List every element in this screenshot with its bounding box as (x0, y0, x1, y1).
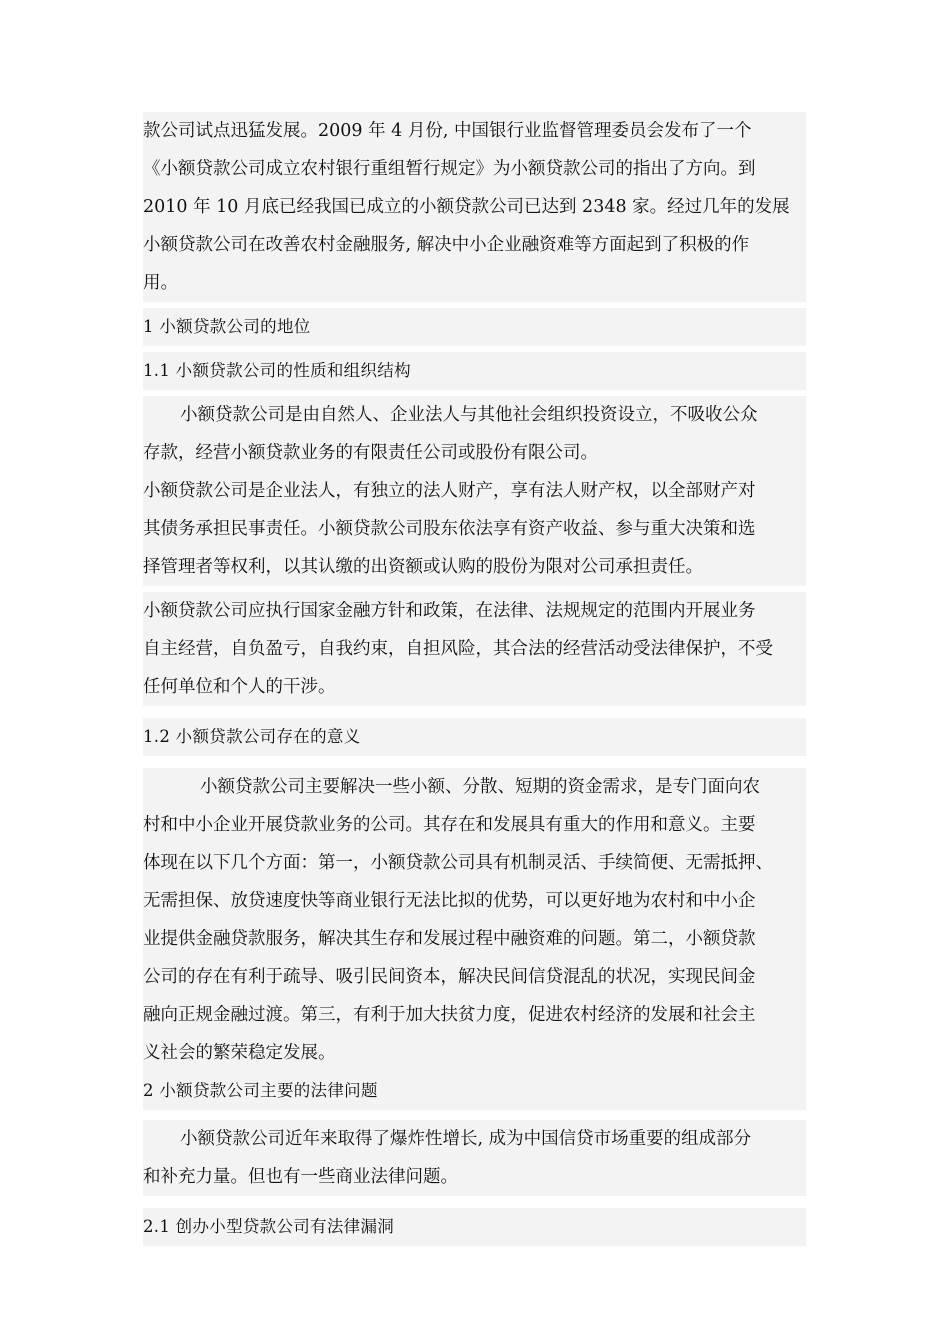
text-line: 小额贷款公司是企业法人，有独立的法人财产，享有法人财产权，以全部财产对 (143, 472, 806, 510)
section-heading-2-1: 2.1 创办小型贷款公司有法律漏洞 (143, 1208, 806, 1246)
text-line: 融向正规金融过渡。第三，有利于加大扶贫力度，促进农村经济的发展和社会主 (143, 996, 806, 1034)
section-heading-1-1: 1.1 小额贷款公司的性质和组织结构 (143, 352, 806, 390)
text-line: 小额贷款公司近年来取得了爆炸性增长, 成为中国信贷市场重要的组成部分 (143, 1120, 806, 1158)
section-heading-1-2: 1.2 小额贷款公司存在的意义 (143, 718, 806, 756)
text-line: 2010 年 10 月底已经我国已成立的小额贷款公司已达到 2348 家。经过几年的发展 (143, 188, 806, 226)
text-line: 《小额贷款公司成立农村银行重组暂行规定》为小额贷款公司的指出了方向。到 (143, 150, 806, 188)
paragraph-policy (143, 592, 806, 706)
text-line: 小额贷款公司是由自然人、企业法人与其他社会组织投资设立，不吸收公众 (143, 396, 806, 434)
text-line: 体现在以下几个方面：第一，小额贷款公司具有机制灵活、手续简便、无需抵押、 (143, 844, 806, 882)
document-body (143, 112, 806, 1246)
section-heading-2: 2 小额贷款公司主要的法律问题 (143, 1072, 806, 1110)
text-line: 小额贷款公司在改善农村金融服务, 解决中小企业融资难等方面起到了积极的作 (143, 226, 806, 264)
text-line: 村和中小企业开展贷款业务的公司。其存在和发展具有重大的作用和意义。主要 (143, 806, 806, 844)
text-line: 其债务承担民事责任。小额贷款公司股东依法享有资产收益、参与重大决策和选 (143, 510, 806, 548)
text-line: 义社会的繁荣稳定发展。 (143, 1034, 806, 1072)
text-line: 择管理者等权利，以其认缴的出资额或认购的股份为限对公司承担责任。 (143, 548, 806, 586)
text-line: 业提供金融贷款服务，解决其生存和发展过程中融资难的问题。第二，小额贷款 (143, 920, 806, 958)
paragraph-definition (143, 396, 806, 472)
text-line: 无需担保、放贷速度快等商业银行无法比拟的优势，可以更好地为农村和中小企 (143, 882, 806, 920)
text-line: 自主经营，自负盈亏，自我约束，自担风险，其合法的经营活动受法律保护，不受 (143, 630, 806, 668)
text-line: 存款，经营小额贷款业务的有限责任公司或股份有限公司。 (143, 434, 806, 472)
text-line: 公司的存在有利于疏导、吸引民间资本，解决民间信贷混乱的状况，实现民间金 (143, 958, 806, 996)
text-line: 用。 (143, 264, 806, 302)
text-line: 款公司试点迅猛发展。2009 年 4 月份, 中国银行业监督管理委员会发布了一个 (143, 112, 806, 150)
text-line: 小额贷款公司主要解决一些小额、分散、短期的资金需求，是专门面向农 (143, 768, 806, 806)
paragraph-legal-issues (143, 1120, 806, 1196)
paragraph-pilot-development (143, 112, 806, 302)
paragraph-significance (143, 768, 806, 1072)
paragraph-legal-person (143, 472, 806, 586)
text-line: 小额贷款公司应执行国家金融方针和政策，在法律、法规规定的范围内开展业务 (143, 592, 806, 630)
text-line: 任何单位和个人的干涉。 (143, 668, 806, 706)
section-heading-1: 1 小额贷款公司的地位 (143, 308, 806, 346)
text-line: 和补充力量。但也有一些商业法律问题。 (143, 1158, 806, 1196)
